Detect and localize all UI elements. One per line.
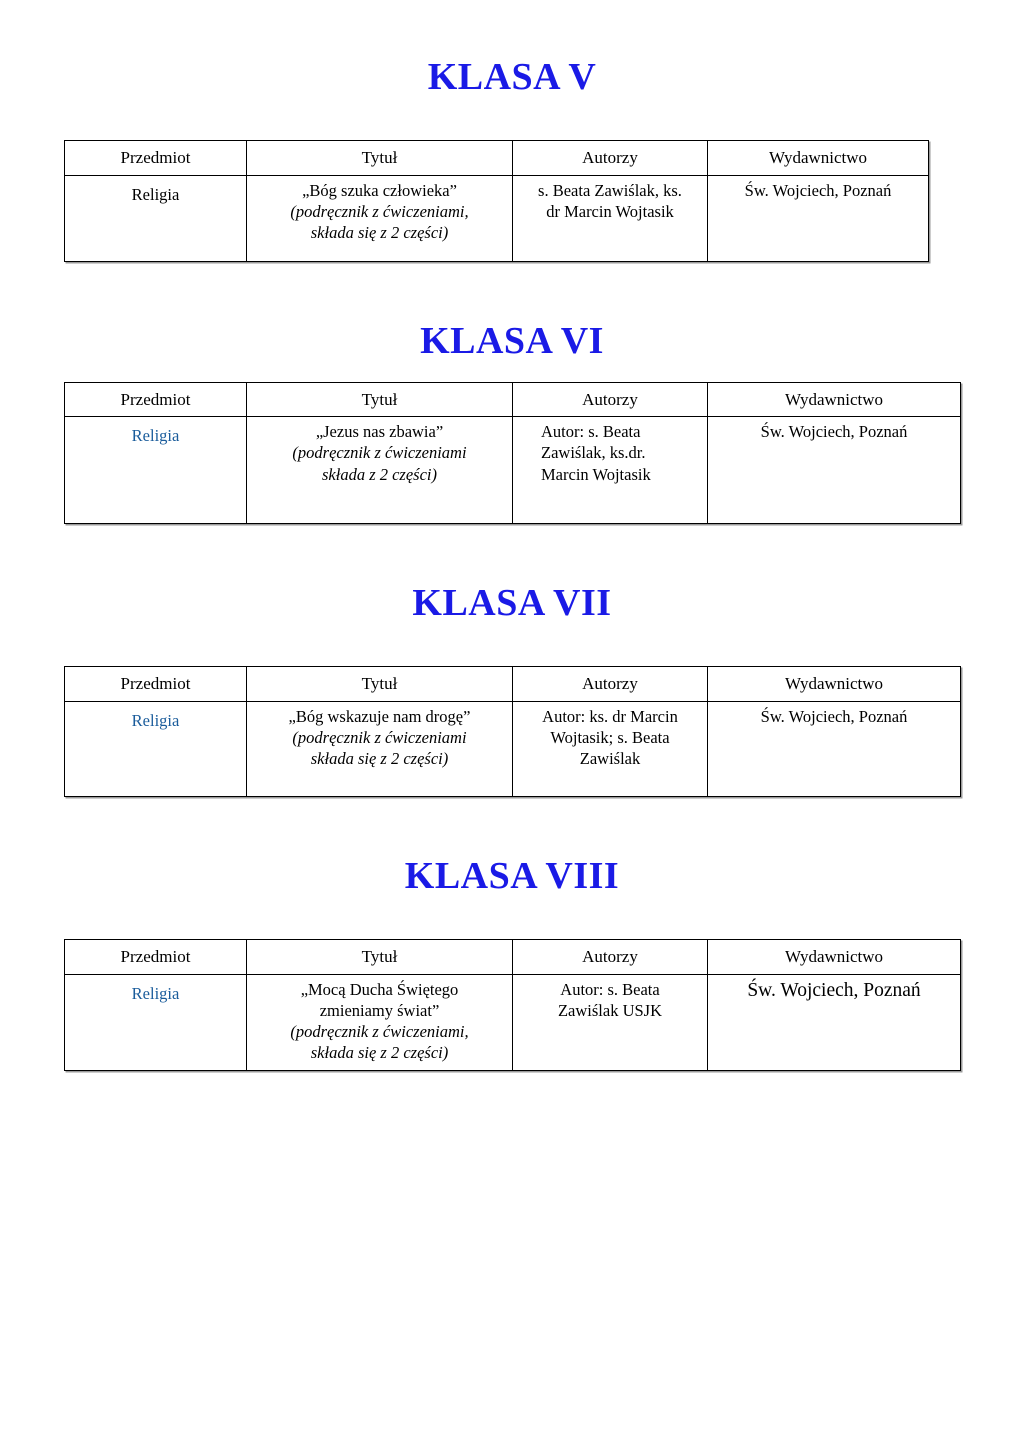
- table-row: [65, 701, 961, 796]
- booklist-table-klasa-vi: [64, 382, 961, 525]
- table-row: [65, 974, 961, 1070]
- page-title-klasa-vi: KLASA VI: [420, 319, 604, 362]
- cell-subject: Religia: [65, 974, 247, 1070]
- cell-title: [247, 175, 513, 261]
- section-klasa-vii: [0, 524, 1024, 797]
- author-line-2: dr Marcin Wojtasik: [546, 201, 674, 221]
- book-note-line-2: składa się z 2 części): [310, 1042, 449, 1062]
- spacer-top: [0, 0, 1024, 58]
- author-line-3: Marcin Wojtasik: [541, 464, 651, 484]
- column-header-publisher: Wydawnictwo: [708, 667, 961, 702]
- table-header-row: [65, 140, 929, 175]
- cell-publisher: Św. Wojciech, Poznań: [708, 974, 961, 1070]
- cell-publisher: Św. Wojciech, Poznań: [708, 701, 961, 796]
- section-klasa-vi: [0, 262, 1024, 525]
- column-header-publisher: Wydawnictwo: [708, 939, 961, 974]
- section-klasa-v: [0, 0, 1024, 262]
- table-row: [65, 175, 929, 261]
- spacer: [0, 897, 1024, 939]
- cell-title: [247, 701, 513, 796]
- book-title: „Jezus nas zbawia”: [315, 422, 444, 442]
- column-header-subject: Przedmiot: [65, 939, 247, 974]
- column-header-authors: Autorzy: [513, 140, 708, 175]
- author-line-1: Autor: ks. dr Marcin: [542, 706, 678, 726]
- book-note-line-2: składa z 2 części): [321, 464, 438, 484]
- booklist-table-klasa-v: [64, 140, 929, 262]
- cell-authors: [513, 175, 708, 261]
- cell-publisher: Św. Wojciech, Poznań: [708, 175, 929, 261]
- section-klasa-viii: [0, 797, 1024, 1071]
- spacer: [0, 362, 1024, 382]
- column-header-subject: Przedmiot: [65, 382, 247, 417]
- book-note-line-1: (podręcznik z ćwiczeniami,: [290, 1021, 469, 1041]
- column-header-title: Tytuł: [247, 939, 513, 974]
- cell-subject: Religia: [65, 417, 247, 524]
- spacer: [0, 797, 1024, 857]
- book-note-line-1: (podręcznik z ćwiczeniami: [292, 443, 467, 463]
- spacer: [0, 524, 1024, 584]
- author-line-3: Zawiślak: [579, 749, 641, 769]
- author-line-2: Zawiślak USJK: [557, 1000, 663, 1020]
- author-line-1: Autor: s. Beata: [560, 979, 660, 999]
- table-row: [65, 417, 961, 524]
- table-header-row: [65, 939, 961, 974]
- spacer: [0, 624, 1024, 666]
- column-header-subject: Przedmiot: [65, 667, 247, 702]
- book-title: „Bóg szuka człowieka”: [302, 180, 457, 200]
- cell-authors: [513, 417, 708, 524]
- table-header-row: [65, 382, 961, 417]
- book-note-line-1: (podręcznik z ćwiczeniami,: [290, 201, 469, 221]
- column-header-authors: Autorzy: [513, 939, 708, 974]
- column-header-authors: Autorzy: [513, 382, 708, 417]
- booklist-table-klasa-vii: [64, 666, 961, 797]
- column-header-title: Tytuł: [247, 667, 513, 702]
- page-title-klasa-viii: KLASA VIII: [404, 854, 620, 897]
- booklist-table-klasa-viii: [64, 939, 961, 1071]
- column-header-publisher: Wydawnictwo: [708, 140, 929, 175]
- cell-authors: [513, 974, 708, 1070]
- column-header-title: Tytuł: [247, 140, 513, 175]
- column-header-authors: Autorzy: [513, 667, 708, 702]
- page-title-klasa-vii: KLASA VII: [412, 582, 612, 625]
- book-note-line-2: składa się z 2 części): [310, 749, 449, 769]
- table-header-row: [65, 667, 961, 702]
- author-line-2: Wojtasik; s. Beata: [550, 728, 670, 748]
- spacer: [0, 262, 1024, 322]
- spacer: [0, 98, 1024, 140]
- cell-authors: [513, 701, 708, 796]
- author-line-1: Autor: s. Beata: [541, 422, 641, 442]
- book-title: „Bóg wskazuje nam drogę”: [288, 706, 471, 726]
- book-note-line-1: (podręcznik z ćwiczeniami: [292, 728, 467, 748]
- cell-publisher: Św. Wojciech, Poznań: [708, 417, 961, 524]
- cell-subject: Religia: [65, 701, 247, 796]
- author-line-2: Zawiślak, ks.dr.: [541, 443, 646, 463]
- cell-title: [247, 974, 513, 1070]
- cell-subject: Religia: [65, 175, 247, 261]
- column-header-title: Tytuł: [247, 382, 513, 417]
- column-header-publisher: Wydawnictwo: [708, 382, 961, 417]
- author-line-1: s. Beata Zawiślak, ks.: [538, 180, 682, 200]
- cell-title: [247, 417, 513, 524]
- book-note-line-2: składa się z 2 części): [310, 222, 449, 242]
- page-title-klasa-v: KLASA V: [427, 56, 597, 98]
- column-header-subject: Przedmiot: [65, 140, 247, 175]
- book-title-line-2: zmieniamy świat”: [319, 1000, 440, 1020]
- book-title-line-1: „Mocą Ducha Świętego: [300, 979, 459, 999]
